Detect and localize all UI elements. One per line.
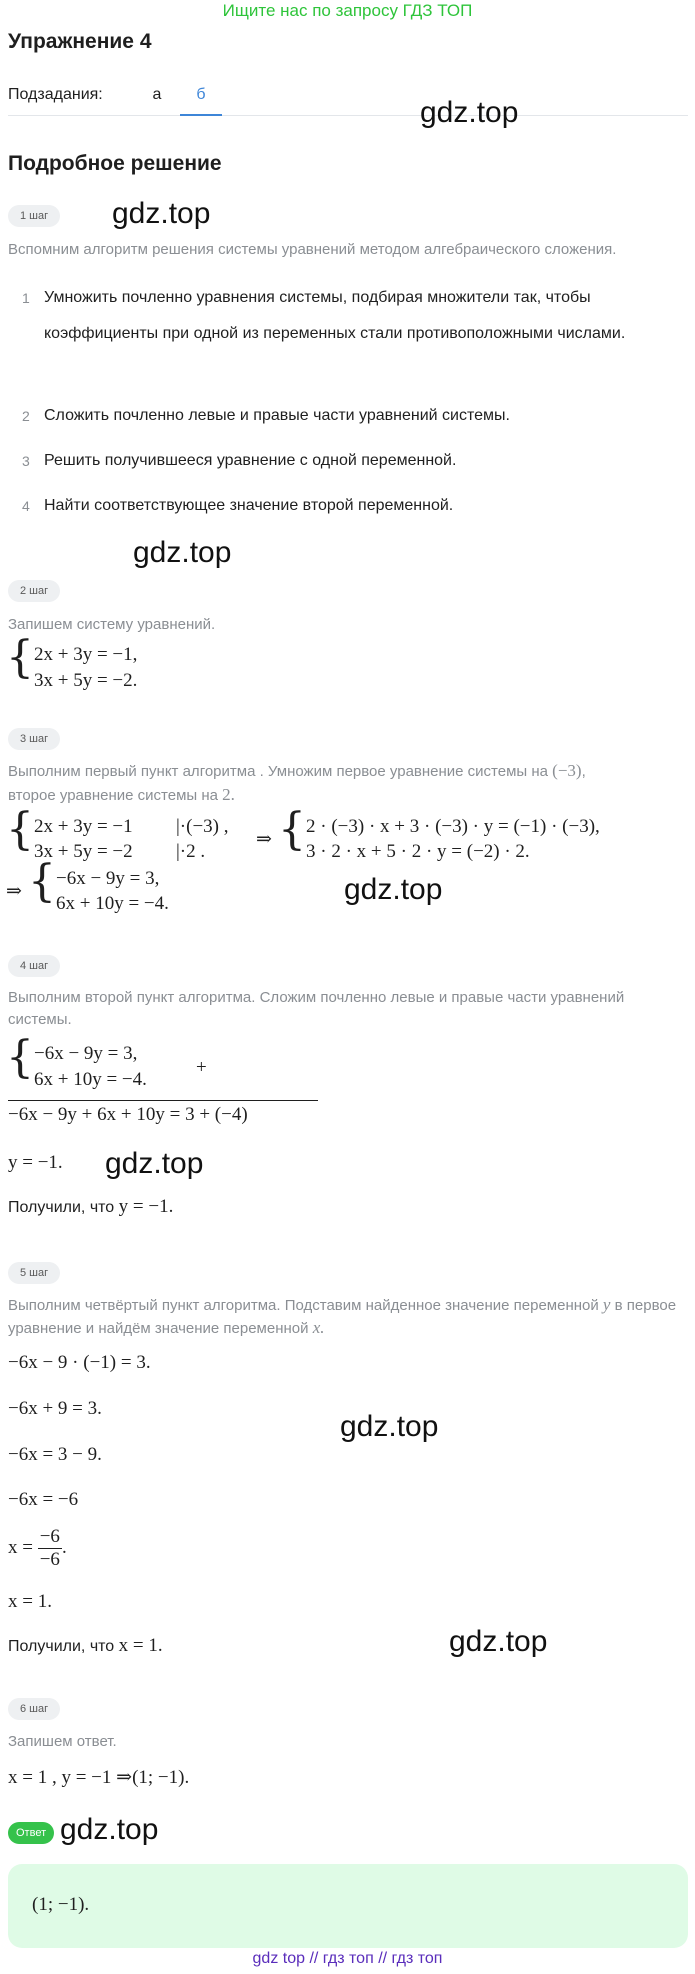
fraction-equation xyxy=(8,1526,67,1571)
fraction xyxy=(38,1526,62,1571)
equation: −6x − 9y + 6x + 10y = 3 + (−4) xyxy=(8,1104,248,1125)
equation: x = 1 , y = −1 ⇒(1; −1). xyxy=(8,1767,190,1788)
watermark: gdz.top xyxy=(133,536,232,569)
system-brace: { xyxy=(6,632,34,683)
system-brace: { xyxy=(278,804,306,855)
step-badge-1: 1 шаг xyxy=(8,205,60,227)
subtasks-label: Подзадания: xyxy=(8,86,103,103)
answer-badge: Ответ xyxy=(8,1822,54,1844)
implies-symbol: ⇒ xyxy=(6,881,22,902)
list-text: Умножить почленно уравнения системы, подбирая множители так, чтобы коэффициенты при одной из переменных стали противоположными числами. xyxy=(44,289,626,342)
step-3-text xyxy=(8,760,688,783)
watermark: gdz.top xyxy=(420,96,519,129)
equation-multiplier: |·(−3) , xyxy=(176,816,229,837)
list-number: 2 xyxy=(22,408,30,424)
equation: 3x + 5y = −2. xyxy=(34,670,138,691)
answer-value: (1; −1). xyxy=(32,1894,90,1915)
equation: −6x − 9y = 3, xyxy=(34,1043,138,1064)
text-part: Выполним четвёртый пункт алгоритма. Подставим найденное значение переменной xyxy=(8,1297,599,1314)
text-part: Выполним первый пункт алгоритма . Умножим первое уравнение системы на xyxy=(8,763,548,780)
watermark: gdz.top xyxy=(105,1147,204,1180)
watermark: gdz.top xyxy=(112,197,211,230)
solution-title: Подробное решение xyxy=(8,152,222,175)
step-badge-6: 6 шаг xyxy=(8,1698,60,1720)
math-inline: x = 1. xyxy=(118,1635,163,1656)
equation: 3x + 5y = −2 xyxy=(34,841,133,862)
promo-banner[interactable]: Ищите нас по запросу ГДЗ ТОП xyxy=(222,1,473,20)
footer-links[interactable]: gdz top // гдз топ // гдз топ xyxy=(252,1950,443,1967)
plus-symbol: + xyxy=(196,1057,207,1078)
equation: −6x − 9 · (−1) = 3. xyxy=(8,1352,151,1373)
equation: −6x + 9 = 3. xyxy=(8,1398,102,1419)
system-brace: { xyxy=(6,804,34,855)
list-item xyxy=(22,280,682,352)
watermark: gdz.top xyxy=(344,873,443,906)
list-number: 4 xyxy=(22,498,30,514)
list-text: Найти соответствующее значение второй переменной. xyxy=(44,497,454,514)
tab-subtask-b[interactable]: б xyxy=(180,86,222,116)
watermark: gdz.top xyxy=(449,1625,548,1658)
step-5-text xyxy=(8,1294,688,1340)
text-part: в первое уравнение и найдём значение переменной xyxy=(8,1297,677,1337)
step-badge-2: 2 шаг xyxy=(8,580,60,602)
math-inline: 2. xyxy=(222,785,235,804)
list-number: 3 xyxy=(22,453,30,469)
page-title: Упражнение 4 xyxy=(8,30,152,53)
watermark: gdz.top xyxy=(60,1813,159,1846)
implies-symbol: ⇒ xyxy=(256,829,272,850)
equation-multiplier: |·2 . xyxy=(176,841,206,862)
fraction-numerator: −6 xyxy=(39,1526,60,1547)
answer-box xyxy=(8,1864,688,1948)
fraction-end: . xyxy=(61,1536,67,1558)
math-inline: x. xyxy=(312,1318,325,1337)
tab-subtask-a[interactable]: а xyxy=(152,86,162,103)
list-text: Сложить почленно левые и правые части уравнений системы. xyxy=(44,407,510,424)
step-badge-3: 3 шаг xyxy=(8,728,60,750)
watermark: gdz.top xyxy=(340,1410,439,1443)
step-badge-4: 4 шаг xyxy=(8,955,60,977)
math-inline: y = −1. xyxy=(118,1196,174,1217)
equation: 2x + 3y = −1 xyxy=(34,816,133,837)
math-inline: y xyxy=(602,1295,611,1314)
sum-line xyxy=(8,1100,318,1101)
equation: 6x + 10y = −4. xyxy=(56,893,169,914)
equation: −6x = −6 xyxy=(8,1489,79,1510)
subtasks-bar xyxy=(8,82,688,116)
fraction-denominator: −6 xyxy=(39,1549,60,1570)
text-part: Получили, что xyxy=(8,1638,115,1655)
equation: y = −1. xyxy=(8,1152,63,1173)
step-1-text: Вспомним алгоритм решения системы уравнений методом алгебраического сложения. xyxy=(8,241,617,258)
list-item xyxy=(22,398,682,435)
step-6-text: Запишем ответ. xyxy=(8,1733,117,1750)
system-brace: { xyxy=(6,1032,34,1083)
equation: −6x = 3 − 9. xyxy=(8,1444,102,1465)
result-text xyxy=(8,1196,173,1218)
text-part: Получили, что xyxy=(8,1199,115,1216)
text-part: , xyxy=(581,763,586,780)
equation: 6x + 10y = −4. xyxy=(34,1069,147,1090)
system-brace: { xyxy=(28,856,56,907)
list-text: Решить получившееся уравнение с одной переменной. xyxy=(44,452,457,469)
step-2-text: Запишем систему уравнений. xyxy=(8,616,216,633)
list-item xyxy=(22,488,682,525)
equation: −6x − 9y = 3, xyxy=(56,868,160,889)
list-number: 1 xyxy=(22,290,30,306)
equation: x = 1. xyxy=(8,1591,52,1612)
step-4-text: Выполним второй пункт алгоритма. Сложим почленно левые и правые части уравнений системы. xyxy=(8,989,625,1028)
math-inline: (−3) xyxy=(552,761,582,780)
text-part: второе уравнение системы на xyxy=(8,787,218,804)
equation: 2 · (−3) · x + 3 · (−3) · y = (−1) · (−3), xyxy=(306,816,600,837)
equation: 2x + 3y = −1, xyxy=(34,644,138,665)
fraction-left: x = xyxy=(8,1536,33,1558)
list-item xyxy=(22,443,682,480)
result-text xyxy=(8,1635,163,1657)
step-3-text-2 xyxy=(8,784,688,807)
step-badge-5: 5 шаг xyxy=(8,1262,60,1284)
equation: 3 · 2 · x + 5 · 2 · y = (−2) · 2. xyxy=(306,841,530,862)
